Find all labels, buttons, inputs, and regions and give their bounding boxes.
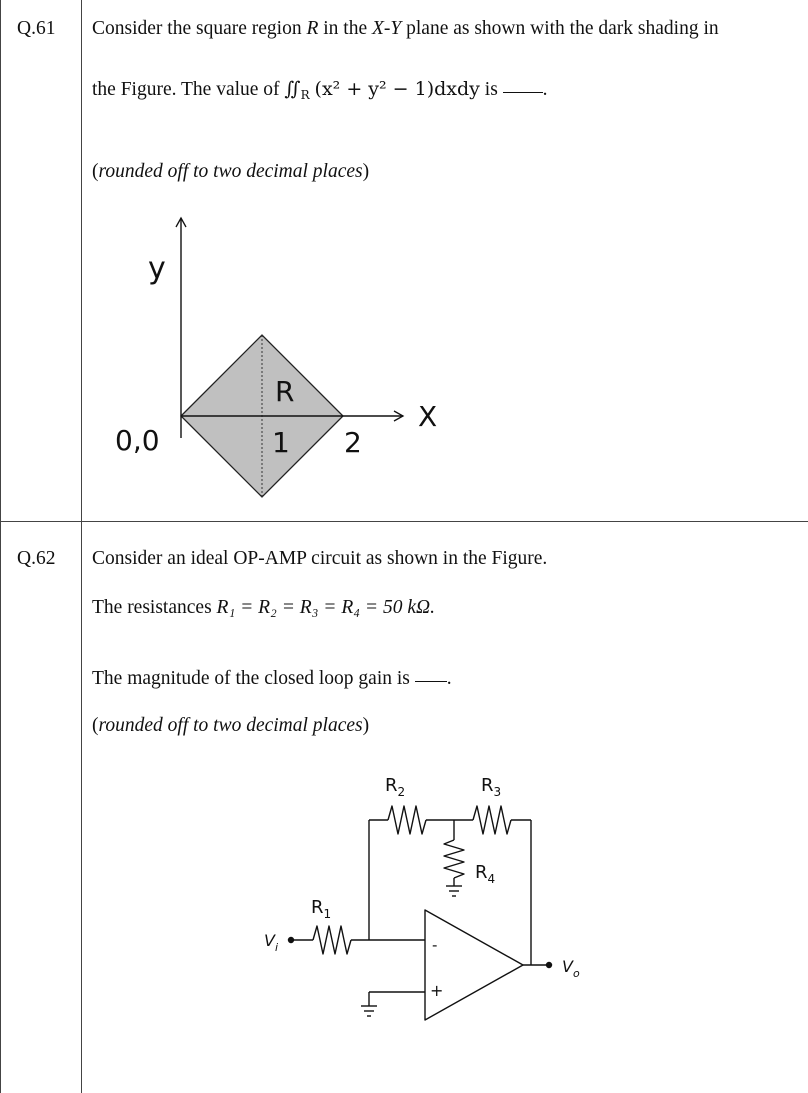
q62-resistance-values: R₁ = R₂ = R₃ = R₄ = 50 kΩ.	[216, 597, 435, 618]
q62-text-part: The magnitude of the closed loop gain is	[92, 668, 410, 689]
q62-text-part: The resistances	[92, 597, 217, 618]
label-minus-input: -	[432, 936, 438, 954]
paren: )	[362, 161, 370, 182]
q61-text-part: the Figure. The value of	[92, 79, 285, 100]
label-r4: $R_4$	[475, 862, 496, 886]
q61-region-symbol: R	[306, 18, 319, 39]
question-number-62: Q.62	[17, 548, 56, 569]
q61-plane-name: X-Y	[372, 18, 402, 39]
q61-integral-sign: ∬	[284, 78, 301, 100]
label-r2: $R_2$	[385, 775, 406, 799]
label-r3: $R_3$	[481, 775, 502, 799]
label-r1: $R_1$	[311, 897, 332, 921]
q61-text-part: is	[479, 79, 498, 100]
resistor-r4	[444, 840, 464, 878]
opamp-triangle	[425, 910, 523, 1020]
label-vo: $V_o$	[562, 957, 580, 980]
paren: (	[92, 715, 99, 736]
q62-text-part: .	[446, 668, 452, 689]
x-axis-label: X	[418, 400, 438, 433]
q61-text-part: in the	[318, 18, 372, 39]
q61-integrand: (x² + y² − 1)dxdy	[314, 78, 480, 100]
vo-terminal	[547, 963, 552, 968]
label-plus-input: +	[430, 981, 444, 1000]
q61-text-part: Consider the square region	[92, 18, 307, 39]
q61-integral-subscript: R	[300, 88, 310, 102]
q62-text-line-1: Consider an ideal OP-AMP circuit as shown in the Figure.	[92, 548, 548, 569]
label-vi: $V_i$	[264, 931, 279, 954]
y-axis-label: y	[148, 251, 166, 286]
tick-label-1: 1	[272, 426, 290, 459]
rounding-text: rounded off to two decimal places	[98, 161, 363, 182]
resistor-r1	[313, 926, 351, 954]
paren: (	[92, 161, 99, 182]
q61-text-part: plane as shown with the dark shading in	[401, 18, 719, 39]
tick-label-2: 2	[344, 426, 362, 459]
paren: )	[362, 715, 370, 736]
rounding-text: rounded off to two decimal places	[98, 715, 363, 736]
resistor-r3	[473, 806, 511, 834]
question-number-61: Q.61	[17, 18, 56, 39]
origin-label: 0,0	[115, 424, 160, 457]
q61-text-part: .	[542, 79, 548, 100]
resistor-r2	[388, 806, 426, 834]
region-label: R	[275, 375, 295, 408]
